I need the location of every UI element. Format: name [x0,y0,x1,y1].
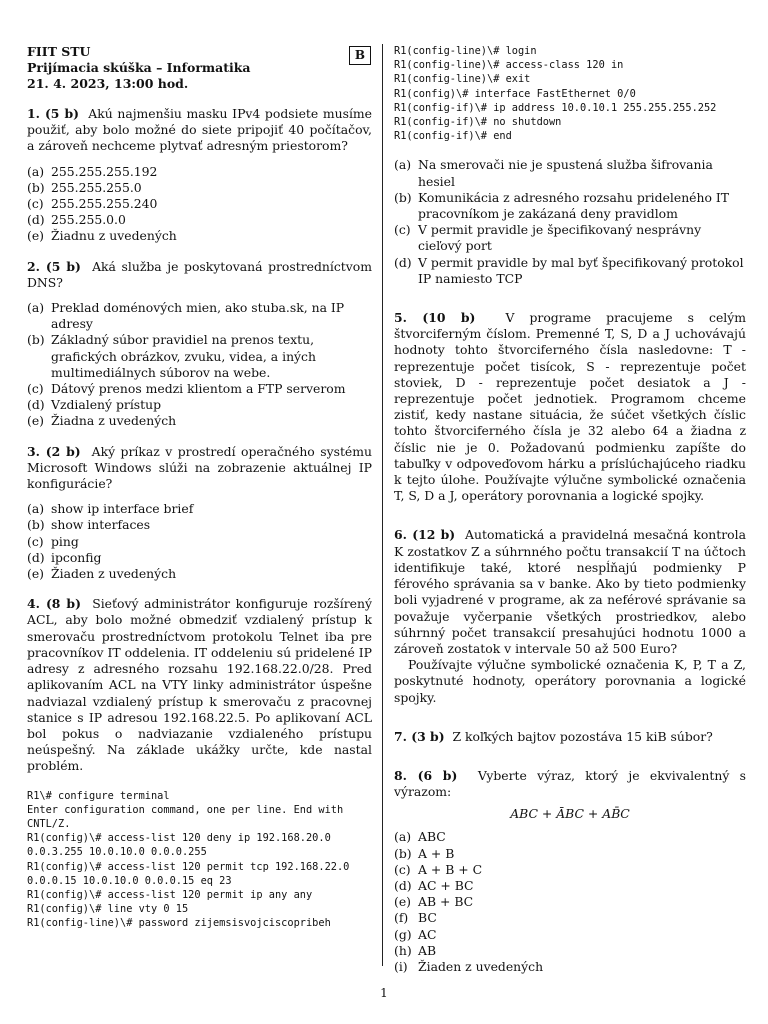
question-7 [394,729,746,745]
option[interactable]: (c) A + B + C [394,861,483,877]
option[interactable]: (a) 255.255.255.192 [27,163,158,179]
question-number: 8. (6 b) [394,767,458,783]
question-6-note: Používajte výlučne symbolické označenia K, P, T a Z, poskytnuté hodnoty, operátory porovnania a logické spojky. [394,657,746,705]
question-number: 3. (2 b) [27,443,81,459]
question-number: 2. (5 b) [27,258,81,274]
option[interactable]: (b) Komunikácia z adresného rozsahu prideleného IT pracovníkom je zakázaná deny pravidlom [394,189,730,222]
options-list [27,501,372,582]
option[interactable]: (h) AB [394,942,437,958]
option[interactable]: (e) AB + BC [394,894,474,910]
option[interactable]: (b) 255.255.255.0 [27,179,142,195]
exam-date: 21. 4. 2023, 13:00 hod. [27,76,189,91]
options-list [394,829,746,975]
option[interactable]: (e) Žiadnu z uvedených [27,228,177,244]
option[interactable]: (c) ping [27,533,79,549]
column-divider [382,44,383,966]
option[interactable]: (d) Vzdialený prístup [27,397,162,413]
option[interactable]: (b) Základný súbor pravidiel na prenos textu, grafických obrázkov, zvuku, videa, a iných multimediálnych súborov na webe. [27,332,316,380]
question-text: Akú najmenšiu masku IPv4 podsiete musíme použiť, aby bolo možné do siete pripojiť 40 počítačov, a zároveň nechceme plytvať adresným priestorom? [27,106,372,154]
right-column [394,44,746,975]
institution: FIIT STU [27,44,91,59]
question-2 [27,259,372,291]
option[interactable]: (d) AC + BC [394,877,474,893]
question-text: Aký príkaz v prostredí operačného systému Microsoft Windows slúži na zobrazenie aktuálnej IP konfigurácie? [27,443,372,492]
code-listing-part-2: R1(config-line)\# login R1(config-line)\# access-class 120 in R1(config-line)\# exit R1(config)\# interface FastEthernet 0/0 R1(config-if)\# ip address 10.0.10.1 255.255.255.252 R1(config-if)\# no shutdown R1(config-if)\# end [394,45,717,143]
options-list [27,300,372,430]
question-text: Sieťový administrátor konfiguruje rozšírený ACL, aby bolo možné obmedziť vzdialený prístup k smerovaču prostredníctvom protokolu Telnet iba pre pracovníkov IT oddelenia. IT oddeleniu sú pridelené IP adresy z adresného rozsahu 192.168.22.0/28. Pred aplikovaním ACL na VTY linky administrátor úspešne nadviazal vzdialený prístup k smerovaču z pracovnej stanice s IP adresou 192.168.22.5. Po aplikovaní ACL bol pokus o nadviazanie vzdialeného prístupu neúspešný. Na základe ukážky určte, kde nastal problém. [27,596,372,774]
question-number: 5. (10 b) [394,310,476,326]
left-column [27,44,372,931]
option[interactable]: (c) V permit pravidle je špecifikovaný nesprávny cieľový port [394,222,702,254]
option[interactable]: (i) Žiaden z uvedených [394,958,544,974]
options-list [27,164,372,245]
question-text: Z koľkých bajtov pozostáva 15 kiB súbor? [452,728,713,744]
question-number: 7. (3 b) [394,728,445,744]
option[interactable]: (d) ipconfig [27,549,102,565]
option[interactable]: (e) Žiaden z uvedených [27,566,177,582]
question-number: 6. (12 b) [394,527,456,543]
question-6 [394,527,746,657]
option[interactable]: (a) show ip interface brief [27,501,194,517]
option[interactable]: (a) ABC [394,829,446,845]
option[interactable]: (b) show interfaces [27,517,151,533]
option[interactable]: (d) 255.255.0.0 [27,212,126,228]
question-5 [394,310,746,504]
option[interactable]: (b) A + B [394,845,455,861]
version-box: B [349,46,371,65]
option[interactable]: (a) Na smerovači nie je spustená služba šifrovania hesiel [394,157,713,189]
code-listing-part-1: R1\# configure terminal Enter configuration command, one per line. End with CNTL/Z. R1(config)\# access-list 120 deny ip 192.168.20.0 0.0.3.255 10.0.10.0 0.0.0.255 R1(config)\# access-list 120 permit tcp 192.168.22.0 0.0.0.15 10.0.10.0 0.0.0.15 eq 23 R1(config)\# access-list 120 permit ip any any R1(config)\# line vty 0 15 R1(config-line)\# password zijemsisvojciscopribeh [27,789,350,930]
question-number: 1. (5 b) [27,106,79,121]
exam-title: Prijímacia skúška – Informatika [27,60,251,75]
option[interactable]: (g) AC [394,926,437,942]
option[interactable]: (e) Žiadna z uvedených [27,413,177,429]
question-number: 4. (8 b) [27,596,81,612]
question-8 [394,768,746,800]
option[interactable]: (c) Dátový prenos medzi klientom a FTP serverom [27,381,346,397]
question-text: V programe pracujeme s celým štvorciferným číslom. Premenné T, S, D a J uchovávajú hodnoty tohto štvorciferného čísla nasledovne: T - reprezentuje počet tisícok, S - reprezentuje počet stoviek, D - reprezentuje počet desiatok a J - reprezentuje počet jednotiek. Programom chceme zistiť, kedy nastane situácia, že súčet všetkých číslic tohto štvorciferného čísla je 32 alebo 64 a žiadna z číslic nie je 0. Požadovanú podmienku zapíšte do tabuľky v odpoveďovom hárku a príslúchajúceho riadku k tejto úlohe. Používajte výlučne symbolické označenia T, S, D a J, operátory porovnania a logické spojky. [394,310,746,504]
question-3 [27,444,372,493]
option[interactable]: (c) 255.255.255.240 [27,196,158,212]
question-text: Aká služba je poskytovaná prostredníctvom DNS? [27,258,372,290]
page-number: 1 [380,986,388,1000]
options-list [394,157,746,287]
option[interactable]: (f) BC [394,910,437,926]
boolean-formula: ABC + ĀBC + AB̄C [510,806,630,822]
question-1 [27,106,372,155]
question-4 [27,596,372,774]
question-text: Automatická a pravidelná mesačná kontrola K zostatkov Z a súhrnného počtu transakcií T na účtoch identifikuje také, ktoré nespĺňajú podmienky P férového správania sa v banke. Ako by tieto podmienky boli vyjadrené v programe, ak za neférové správanie sa považuje vyčerpanie všetkých prostriedkov, alebo súhrnný počet transakcií presahujúci hodnotu 1000 a zároveň zostatok v intervale 50 až 500 Euro? [394,527,746,656]
option[interactable]: (d) V permit pravidle by mal byť špecifikovaný protokol IP namiesto TCP [394,254,744,286]
question-text: Vyberte výraz, ktorý je ekvivalentný s výrazom: [394,767,746,800]
option[interactable]: (a) Preklad doménových mien, ako stuba.sk, na IP adresy [27,300,345,332]
